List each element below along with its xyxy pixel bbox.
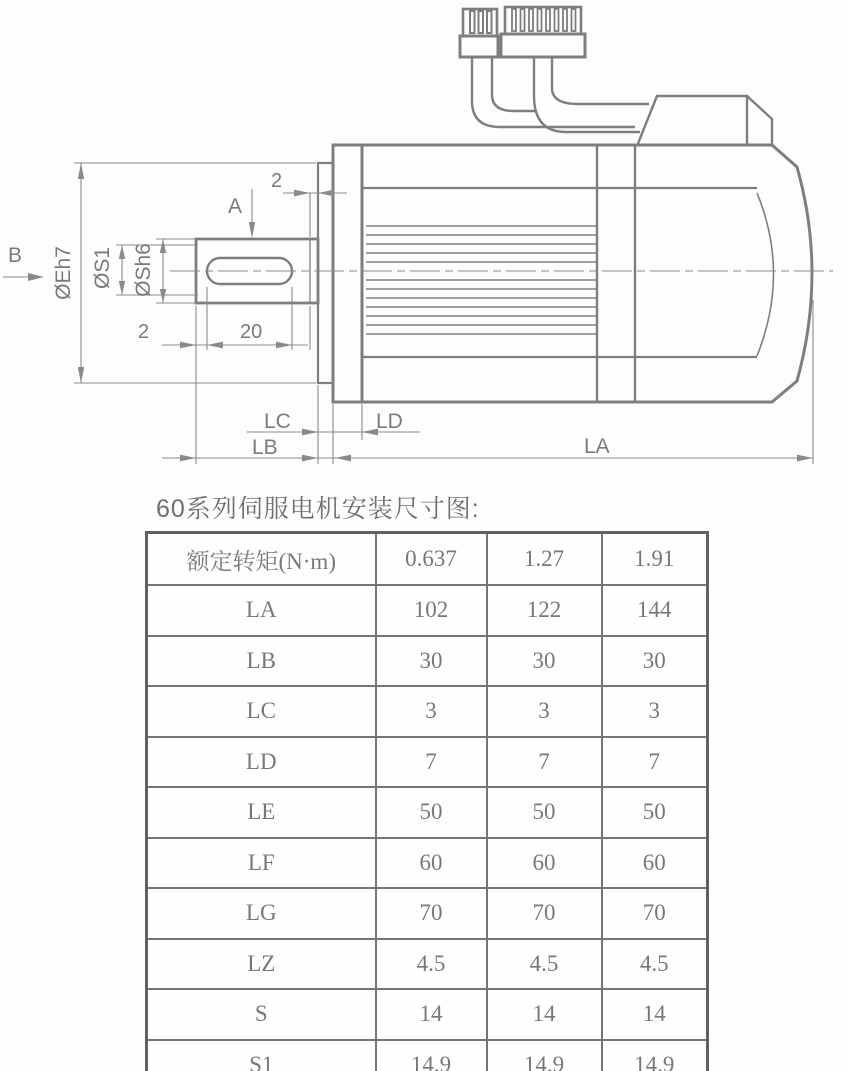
row-label: LZ	[147, 939, 376, 990]
dim-20-label: 20	[240, 321, 263, 343]
cell: 102	[376, 585, 487, 636]
row-label: LG	[147, 888, 376, 939]
table-row	[147, 888, 708, 939]
cell: 60	[602, 838, 708, 889]
cell: 14.9	[376, 1040, 487, 1071]
cell: 122	[487, 585, 602, 636]
dim-2-bottom-label: 2	[138, 321, 150, 343]
cell: 7	[376, 737, 487, 788]
header-value-cell: 1.91	[602, 533, 708, 586]
cell: 7	[487, 737, 602, 788]
cell: 30	[376, 636, 487, 687]
header-value-cell: 0.637	[376, 533, 487, 586]
cell: 70	[376, 888, 487, 939]
row-label: S1	[147, 1040, 376, 1071]
cell: 14	[376, 989, 487, 1040]
cell: 14	[602, 989, 708, 1040]
cell: 50	[376, 787, 487, 838]
dia-s1-label: ØS1	[91, 246, 114, 290]
row-label: LB	[147, 636, 376, 687]
dia-flange-label: ØEh7	[52, 246, 75, 300]
cooling-fins	[366, 226, 597, 334]
table-header-row	[147, 533, 708, 586]
cell: 14	[487, 989, 602, 1040]
cell: 70	[487, 888, 602, 939]
cell: 4.5	[602, 939, 708, 990]
cell: 3	[602, 686, 708, 737]
dimension-labels	[8, 170, 610, 459]
cell: 4.5	[487, 939, 602, 990]
drawing-title: 60系列伺服电机安装尺寸图:	[156, 495, 480, 523]
cell: 7	[602, 737, 708, 788]
dim-lc-label: LC	[264, 410, 291, 433]
dimension-lines	[3, 163, 813, 464]
dim-2-top-label: 2	[271, 170, 283, 192]
dim-la-label: LA	[584, 435, 610, 458]
row-label: LD	[147, 737, 376, 788]
cell: 30	[487, 636, 602, 687]
connector-large	[501, 7, 585, 57]
cell: 14.9	[487, 1040, 602, 1071]
table-row	[147, 989, 708, 1040]
table-row	[147, 1040, 708, 1071]
motor-dimension-drawing	[0, 0, 850, 530]
header-value-cell: 1.27	[487, 533, 602, 586]
cell: 60	[376, 838, 487, 889]
row-label: S	[147, 989, 376, 1040]
table-row	[147, 686, 708, 737]
row-label: LE	[147, 787, 376, 838]
motor-body	[362, 145, 812, 402]
cell: 14.9	[602, 1040, 708, 1071]
dim-ld-label: LD	[376, 410, 403, 433]
cell: 30	[602, 636, 708, 687]
cell: 3	[376, 686, 487, 737]
connector-small	[460, 9, 498, 57]
cell: 60	[487, 838, 602, 889]
row-label: LA	[147, 585, 376, 636]
table-row	[147, 636, 708, 687]
table-row	[147, 787, 708, 838]
dia-shaft-label: ØSh6	[132, 243, 155, 297]
table-row	[147, 737, 708, 788]
header-label-cell: 额定转矩(N·m)	[147, 533, 376, 586]
row-label: LF	[147, 838, 376, 889]
view-b-label: B	[8, 244, 23, 267]
table-row	[147, 838, 708, 889]
table-row	[147, 585, 708, 636]
cell: 4.5	[376, 939, 487, 990]
cell: 50	[487, 787, 602, 838]
table-row	[147, 939, 708, 990]
cable-lines	[472, 57, 649, 132]
dim-lb-label: LB	[252, 436, 278, 459]
row-label: LC	[147, 686, 376, 737]
flange-plate	[318, 145, 362, 402]
cell: 70	[602, 888, 708, 939]
cell: 144	[602, 585, 708, 636]
dimension-arrowheads	[28, 163, 813, 461]
cell: 3	[487, 686, 602, 737]
encoder-cover	[637, 96, 772, 146]
view-a-label: A	[228, 195, 243, 218]
cell: 50	[602, 787, 708, 838]
dimension-spec-table	[145, 531, 709, 1071]
